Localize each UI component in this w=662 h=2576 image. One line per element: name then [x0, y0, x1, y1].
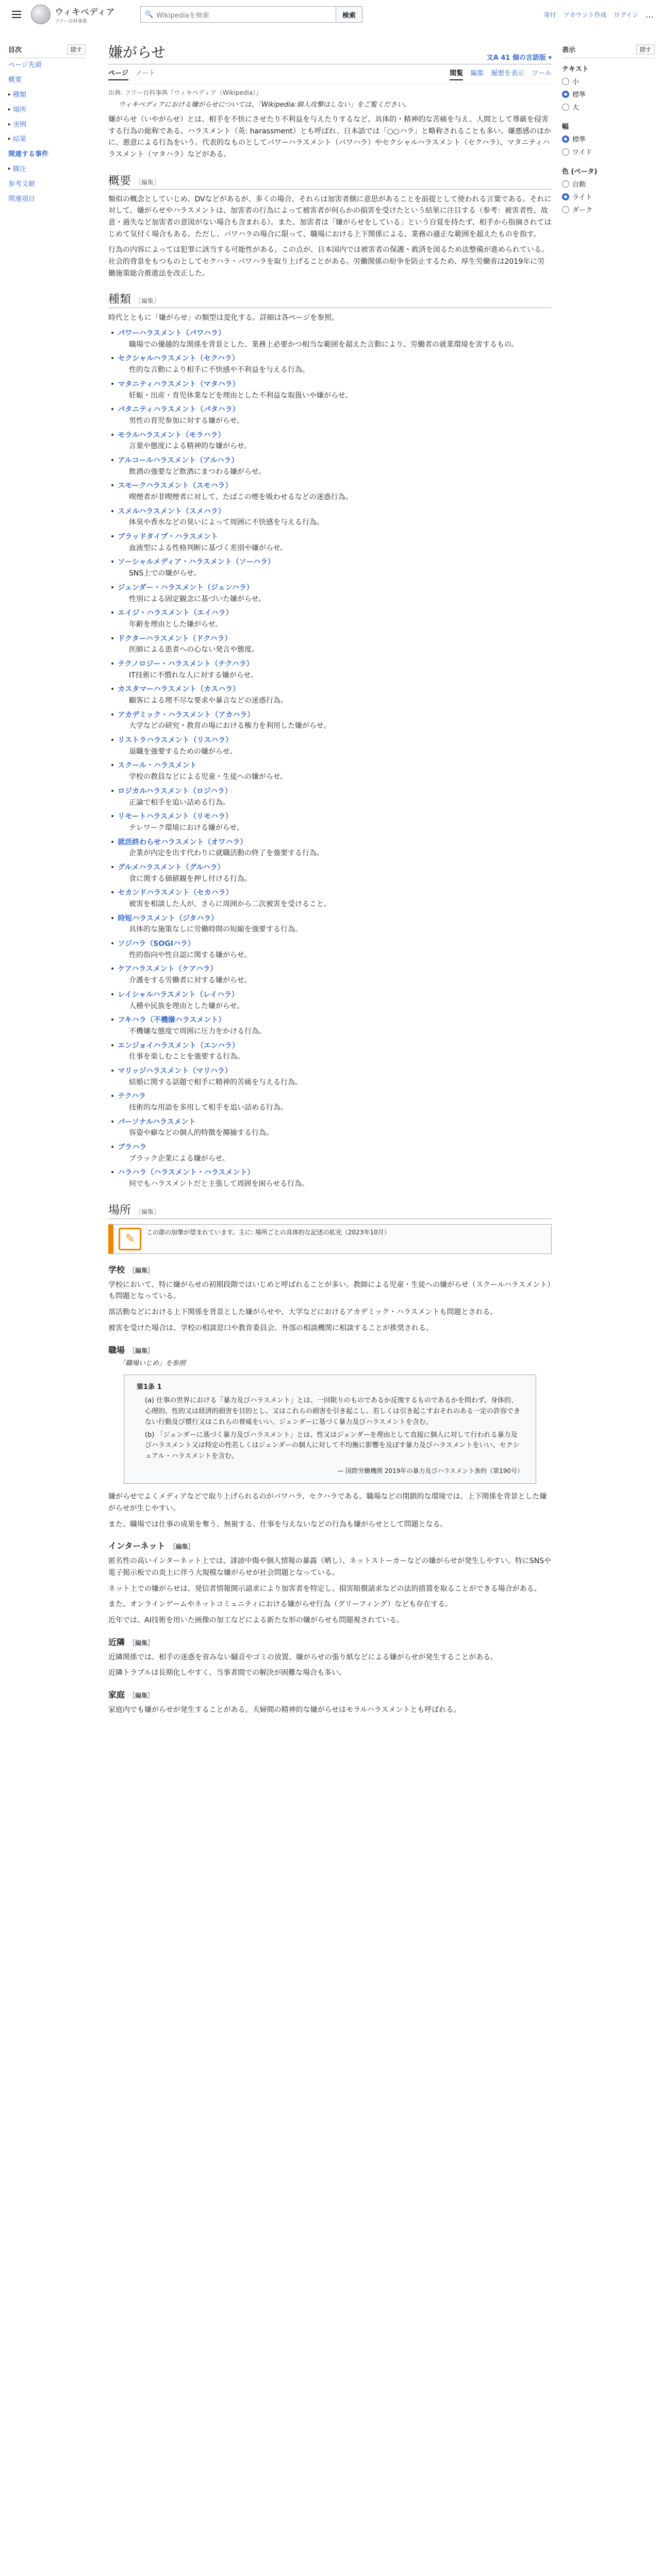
edit-link[interactable]: ［編集］ — [135, 1208, 160, 1215]
ilo-quote-box — [124, 1375, 536, 1484]
site-subtitle: フリー百科事典 — [55, 19, 87, 24]
type-definition: 大学などの研究・教育の場における権力を利用した嫌がらせ。 — [129, 722, 331, 731]
type-term-link[interactable]: ケアハラスメント（ケアハラ） — [118, 965, 218, 974]
internet-paragraph: また、オンラインゲームやネットコミュニティにおける嫌がらせ行為（グリーフィング）なども存在する。 — [108, 1600, 453, 1609]
type-term-link[interactable]: ブラッドタイプ・ハラスメント — [118, 533, 218, 541]
type-term-link[interactable]: アルコールハラスメント（アルハラ） — [118, 456, 239, 465]
school-paragraph: 被害を受けた場合は、学校の相談窓口や教育委員会、外部の相談機関に相談することが推奨される。 — [108, 1324, 433, 1332]
type-item — [118, 634, 552, 656]
appearance-group-label: テキスト — [562, 65, 589, 73]
type-term-link[interactable]: レイシャルハラスメント（レイハラ） — [118, 990, 239, 999]
toc-item[interactable] — [8, 88, 86, 103]
type-item — [118, 760, 552, 783]
type-item — [118, 1142, 552, 1164]
type-term-link[interactable]: エンジョイハラスメント（エンハラ） — [118, 1041, 239, 1050]
maintenance-text: この節の加筆が望まれています。主に: 場所ごとの具体的な記述の拡充（2023年10月） — [146, 1228, 390, 1236]
type-term-link[interactable]: フキハラ（不機嫌ハラスメント） — [118, 1016, 226, 1025]
page-title: 嫌がらせ — [108, 44, 166, 61]
type-item — [118, 557, 552, 579]
type-term-link[interactable]: ソーシャルメディア・ハラスメント（ソーハラ） — [118, 558, 275, 567]
subsection-heading-work: 職場 ［編集］ — [108, 1345, 154, 1355]
type-definition: 人種や民族を理由とした嫌がらせ。 — [129, 1002, 244, 1010]
type-definition: 性的指向や性自認に関する嫌がらせ。 — [129, 951, 252, 959]
site-header — [0, 0, 662, 29]
radio-label: 自動 — [572, 181, 586, 189]
type-definition: 企業が内定を出す代わりに就職活動の終了を強要する行為。 — [129, 849, 324, 858]
type-term-link[interactable]: パワーハラスメント（パワハラ） — [118, 329, 226, 338]
type-definition: 性別による固定観念に基づいた嫌がらせ。 — [129, 595, 266, 603]
wikipedia-globe-icon — [31, 5, 51, 24]
school-paragraph: 学校において、特に嫌がらせの初期段階ではいじめと呼ばれることが多い。教師による児童・生徒への嫌がらせ（スクールハラスメント）も問題となっている。 — [108, 1280, 551, 1301]
type-definition: 言葉や態度による精神的な嫌がらせ。 — [129, 442, 252, 451]
type-item — [118, 506, 552, 529]
section-heading-types: 種類 ［編集］ — [108, 291, 552, 308]
type-term-link[interactable]: セクシャルハラスメント（セクハラ） — [118, 354, 239, 363]
type-item — [118, 939, 552, 961]
type-definition: 退職を強要するための嫌がらせ。 — [129, 747, 237, 756]
search-input[interactable] — [140, 6, 336, 23]
type-item — [118, 684, 552, 706]
type-definition: 喫煙者が非喫煙者に対して、たばこの煙を吸わせるなどの迷惑行為。 — [129, 493, 353, 501]
toc-item[interactable] — [8, 192, 86, 207]
type-definition: 具体的な施策なしに労働時間の短縮を強要する行為。 — [129, 925, 302, 934]
toc-item[interactable] — [8, 162, 86, 177]
type-definition: IT技術に不慣れな人に対する嫌がらせ。 — [129, 671, 258, 680]
type-item — [118, 1066, 552, 1088]
search-form — [140, 6, 362, 23]
type-item — [118, 481, 552, 503]
radio-label: ワイド — [572, 149, 592, 157]
appearance-group — [562, 63, 655, 112]
type-term-link[interactable]: リモートハラスメント（リモハラ） — [118, 812, 233, 821]
login-link[interactable]: ログイン — [614, 11, 638, 19]
type-definition: 正論で相手を追い詰める行為。 — [129, 798, 230, 807]
toc-item-label: 脚注 — [13, 165, 27, 174]
appearance-radio[interactable] — [562, 205, 655, 214]
edit-link[interactable]: ［編集］ — [135, 297, 160, 305]
type-term-link[interactable]: スモークハラスメント（スモハラ） — [118, 482, 233, 490]
toc-item-label: 参考文献 — [8, 180, 36, 189]
neighbors-paragraph: 近隣トラブルは長期化しやすく、当事者間での解決が困難な場合も多い。 — [108, 1669, 346, 1677]
type-term-link[interactable]: 時短ハラスメント（ジタハラ） — [118, 914, 219, 923]
quote-heading: 第1条 1 — [137, 1383, 162, 1391]
type-term-link[interactable]: カスタマーハラスメント（カスハラ） — [118, 685, 240, 694]
tab-edit[interactable]: 編集 — [470, 70, 484, 77]
type-definition: 性的な言動により相手に不快感や不利益を与える行為。 — [129, 366, 309, 375]
toc-item[interactable] — [8, 147, 86, 162]
type-item — [118, 710, 552, 732]
toc-item-label: 実例 — [13, 121, 27, 129]
radio-icon[interactable] — [562, 206, 569, 213]
more-options-icon[interactable]: … — [646, 9, 654, 20]
appearance-group-label: 色 (ベータ) — [562, 168, 598, 176]
type-definition: 職場での優越的な関係を背景とした、業務上必要かつ相当な範囲を超えた言動により、労働者の就業環境を害するもの。 — [129, 340, 519, 349]
type-item — [118, 888, 552, 910]
section-heading-overview: 概要 ［編集］ — [108, 172, 552, 190]
type-term-link[interactable]: 就活終わらせハラスメント（オワハラ） — [118, 838, 247, 846]
neighbors-paragraph: 近隣関係では、相手の迷惑を省みない騒音やゴミの放置、嫌がらせの張り紙などによる嫌がらせが発生することがある。 — [108, 1653, 498, 1662]
type-definition: 顧客による理不尽な要求や暴言などの迷惑行為。 — [129, 697, 288, 705]
type-term-link[interactable]: ブラハラ — [118, 1143, 147, 1152]
type-item — [118, 1015, 552, 1037]
type-term-link[interactable]: グルメハラスメント（グルハラ） — [118, 863, 225, 872]
page-hatnote: ウィキペディアにおける嫌がらせについては、「Wikipedia:個人攻撃はしない」をご覧ください。 — [119, 101, 411, 109]
section-heading-places: 場所 ［編集］ — [108, 1201, 552, 1219]
appearance-panel — [562, 41, 655, 224]
appearance-radio[interactable] — [562, 192, 655, 201]
subsection-heading-home: 家庭 ［編集］ — [108, 1689, 154, 1700]
type-definition: ブラック企業による嫌がらせ。 — [129, 1154, 229, 1163]
tab-read[interactable]: 閲覧 — [450, 67, 463, 80]
work-hatnote: 「職場いじめ」を参照 — [119, 1359, 186, 1367]
toc-item-label: ページ先頭 — [8, 61, 42, 69]
toc-expand-icon[interactable]: ▸ — [8, 136, 11, 142]
type-item — [118, 455, 552, 478]
toc-expand-icon[interactable]: ▸ — [8, 91, 11, 97]
radio-label: ライト — [572, 194, 592, 201]
toc-item-label: 場所 — [13, 106, 27, 114]
type-term-link[interactable]: スメルハラスメント（スメハラ） — [118, 507, 225, 516]
language-button[interactable]: 文A 41 個の言語版 ▾ — [486, 54, 552, 62]
appearance-group — [562, 121, 655, 157]
type-term-link[interactable]: ドクターハラスメント（ドクハラ） — [118, 634, 232, 643]
toc-hide-button[interactable]: 隠す — [67, 44, 86, 55]
type-item — [118, 379, 552, 401]
type-term-link[interactable]: エイジ・ハラスメント（エイハラ） — [118, 609, 233, 618]
toc-item-label: 関連する事件 — [8, 150, 49, 159]
type-definition: 介護をする労働者に対する嫌がらせ。 — [129, 976, 252, 985]
toc-expand-icon[interactable]: ▸ — [8, 166, 11, 172]
page-tabs — [108, 67, 552, 84]
type-item — [118, 608, 552, 630]
appearance-radio[interactable] — [562, 134, 655, 144]
radio-icon[interactable] — [562, 78, 569, 85]
search-icon: 🔍 — [145, 10, 154, 19]
work-paragraph: また、職場では仕事の成果を奪う、無視する、仕事を与えないなどの行為も嫌がらせとして問題となる。 — [108, 1520, 448, 1529]
type-item — [118, 990, 552, 1012]
quote-item: (b) 「ジェンダーに基づく暴力及びハラスメント」とは、性又はジェンダーを理由として直接に個人に対して行われる暴力及びハラスメント又は特定の性若しくはジェンダーの個人に対して不均衡に影響を及ぼす暴力及びハラスメントをいい、セクシュアル・ハラスメントを含む。 — [145, 1431, 520, 1461]
radio-label: 標準 — [572, 91, 586, 99]
tab-page[interactable]: ページ — [108, 67, 128, 80]
radio-label: ダーク — [572, 207, 593, 214]
search-button[interactable]: 検索 — [336, 6, 362, 23]
internet-paragraph: 近年では、AI技術を用いた画像の加工などによる新たな形の嫌がらせも問題視されている。 — [108, 1616, 404, 1624]
types-list — [108, 328, 552, 1190]
donate-link[interactable]: 寄付 — [543, 11, 556, 19]
type-definition: 仕事を楽しむことを強要する行為。 — [129, 1053, 244, 1061]
radio-icon[interactable] — [562, 91, 569, 98]
site-title: ウィキペディア — [55, 7, 115, 18]
type-definition: テレワーク環境における嫌がらせ。 — [129, 823, 244, 832]
subsection-heading-neighbors: 近隣 ［編集］ — [108, 1637, 154, 1647]
appearance-radio[interactable] — [562, 179, 655, 189]
type-item — [118, 735, 552, 757]
type-term-link[interactable]: パタニティハラスメント（パタハラ） — [118, 405, 240, 414]
type-item — [118, 583, 552, 605]
site-logo[interactable] — [31, 5, 119, 24]
type-term-link[interactable]: マタニティハラスメント（マタハラ） — [118, 380, 240, 388]
user-links — [544, 10, 654, 20]
edit-link[interactable]: ［編集］ — [129, 1347, 154, 1354]
type-item — [118, 913, 552, 936]
type-definition: 男性の育児参加に対する嫌がらせ。 — [129, 416, 244, 425]
type-item — [118, 964, 552, 986]
edit-link[interactable]: ［編集］ — [135, 178, 160, 186]
toc-item[interactable] — [8, 73, 86, 88]
appearance-title: 表示 — [562, 46, 576, 54]
radio-icon[interactable] — [562, 193, 569, 200]
type-definition: 結婚に関する話題で相手に精神的苦痛を与える行為。 — [129, 1078, 302, 1087]
home-paragraph: 家庭内でも嫌がらせが発生することがある。夫婦間の精神的な嫌がらせはモラルハラスメントとも呼ばれる。 — [108, 1705, 461, 1714]
type-term-link[interactable]: テクハラ — [118, 1092, 146, 1101]
radio-icon[interactable] — [562, 148, 569, 156]
type-item — [118, 837, 552, 859]
type-definition: 学校の教員などによる児童・生徒への嫌がらせ。 — [129, 773, 288, 782]
type-term-link[interactable]: セカンドハラスメント（セカハラ） — [118, 889, 233, 897]
type-term-link[interactable]: ジェンダー・ハラスメント（ジェンハラ） — [118, 583, 254, 592]
quote-source: — 国際労働機関 2019年の暴力及びハラスメント条約（第190号） — [337, 1467, 523, 1475]
type-definition: 医師による患者への心ない発言や態度。 — [129, 646, 259, 654]
type-definition: 食に関する価値観を押し付ける行為。 — [129, 874, 252, 883]
internet-paragraph: 匿名性の高いインターネット上では、誹謗中傷や個人情報の暴露（晒し）、ネットストーカーなどの嫌がらせが発生しやすい。特にSNSや電子掲示板での炎上に伴う大規模な嫌がらせが社会問題となっている。 — [108, 1557, 552, 1577]
radio-label: 標準 — [572, 136, 586, 144]
page-source: 出典: フリー百科事典『ウィキペディア（Wikipedia）』 — [108, 89, 262, 96]
type-definition: 不機嫌な態度で周囲に圧力をかける行為。 — [129, 1027, 266, 1036]
tab-talk[interactable]: ノート — [135, 70, 156, 77]
type-term-link[interactable]: ロジカルハラスメント（ロジハラ） — [118, 787, 232, 795]
toc-expand-icon[interactable]: ▸ — [8, 106, 11, 112]
table-of-contents — [8, 41, 86, 207]
radio-label: 大 — [572, 104, 580, 112]
type-definition: 体臭や香水などの臭いによって周囲に不快感を与える行為。 — [129, 518, 324, 527]
edit-link[interactable]: ［編集］ — [129, 1266, 154, 1274]
type-term-link[interactable]: ソジハラ（SOGIハラ） — [118, 940, 195, 948]
type-item — [118, 862, 552, 885]
type-term-link[interactable]: アカデミック・ハラスメント（アカハラ） — [118, 710, 255, 719]
toc-item[interactable] — [8, 132, 86, 147]
toc-item-label: 結果 — [13, 135, 27, 144]
type-item — [118, 1041, 552, 1063]
search-placeholder: Wikipediaを検索 — [156, 11, 209, 20]
main-menu-icon[interactable] — [8, 6, 25, 23]
create-account-link[interactable]: アカウント作成 — [563, 11, 607, 19]
tab-history[interactable]: 履歴を表示 — [491, 70, 525, 77]
subsection-heading-internet: インターネット ［編集］ — [108, 1541, 194, 1551]
appearance-group — [562, 166, 655, 214]
type-item — [118, 353, 552, 376]
type-term-link[interactable]: マリッジハラスメント（マリハラ） — [118, 1066, 232, 1075]
main-content — [108, 41, 552, 1720]
type-term-link[interactable]: テクノロジー・ハラスメント（テクハラ） — [118, 659, 254, 668]
appearance-hide-button[interactable]: 隠す — [636, 44, 655, 55]
toc-item[interactable] — [8, 177, 86, 192]
internet-paragraph: ネット上での嫌がらせは、発信者情報開示請求により加害者を特定し、損害賠償請求などの法的措置を取ることができる場合がある。 — [108, 1584, 541, 1593]
toc-expand-icon[interactable]: ▸ — [8, 121, 11, 127]
type-item — [118, 811, 552, 834]
type-item — [118, 659, 552, 681]
type-item — [118, 532, 552, 554]
type-definition: 何でもハラスメントだと主張して周囲を困らせる行為。 — [129, 1180, 309, 1189]
type-definition: 血液型による性格判断に基づく差別や嫌がらせ。 — [129, 544, 288, 552]
appearance-radio[interactable] — [562, 76, 655, 86]
appearance-radio[interactable] — [562, 89, 655, 99]
type-term-link[interactable]: スクール・ハラスメント — [118, 761, 197, 770]
toc-item[interactable] — [8, 58, 86, 73]
appearance-radio[interactable] — [562, 102, 655, 112]
tab-tools[interactable]: ツール — [532, 70, 552, 77]
edit-link[interactable]: ［編集］ — [129, 1639, 154, 1647]
toc-item-label: 関連項目 — [8, 195, 36, 204]
toc-item-label: 種類 — [13, 91, 27, 99]
overview-paragraph: 類似の概念としていじめ、DVなどがあるが、多くの場合、それらは加害者側に意思があることを前提として使われる言葉である。それに対して、嫌がらせやハラスメントは、加害者の行為によって被害者が何らかの損害を受けたという結果に注目する（参考：被害者性、故意・過失など加害者の意図がない場合も含まれる）。また、加害者は「嫌がらせをしている」という自覚を持たず、相手から指摘されてはじめて気付く場合もある。ただし、パワハラの場合に限って、職場における上下関係による、業務の適正な範囲を超えたものを指す。 — [108, 195, 552, 239]
type-definition: 技術的な用語を多用して相手を追い詰める行為。 — [129, 1104, 288, 1112]
type-item — [118, 1091, 552, 1113]
type-item — [118, 786, 552, 808]
type-term-link[interactable]: リストラハラスメント（リスハラ） — [118, 736, 233, 745]
type-definition: 年齢を理由とした嫌がらせ。 — [129, 620, 223, 629]
type-term-link[interactable]: ハラハラ（ハラスメント・ハラスメント） — [118, 1168, 255, 1177]
type-item — [118, 1167, 552, 1190]
edit-link[interactable]: ［編集］ — [129, 1691, 154, 1699]
school-paragraph: 部活動などにおける上下関係を背景とした嫌がらせや、大学などにおけるアカデミック・ハラスメントも問題とされる。 — [108, 1308, 498, 1317]
type-definition: 飲酒の強要など飲酒にまつわる嫌がらせ。 — [129, 467, 266, 476]
radio-label: 小 — [572, 78, 580, 86]
subsection-heading-school: 学校 ［編集］ — [108, 1264, 154, 1275]
type-item — [118, 1117, 552, 1139]
type-definition: SNS上での嫌がらせ。 — [129, 569, 201, 578]
maintenance-notice — [108, 1224, 552, 1254]
type-definition: 被害を相談した人が、さらに周囲から二次被害を受けること。 — [129, 900, 331, 908]
type-term-link[interactable]: パーソナルハラスメント — [118, 1117, 196, 1126]
type-item — [118, 430, 552, 452]
radio-icon[interactable] — [562, 180, 569, 188]
toc-item-label: 概要 — [8, 76, 22, 84]
work-paragraph: 嫌がらせでよくメディアなどで取り上げられるのがパワハラ、セクハラである。職場などの閉鎖的な環境では、上下関係を背景とした嫌がらせが生じやすい。 — [108, 1493, 547, 1513]
type-definition: 妊娠・出産・育児休業などを理由とした不利益な取扱いや嫌がらせ。 — [129, 391, 353, 400]
toc-item[interactable] — [8, 118, 86, 133]
types-intro: 時代とともに「嫌がらせ」の類型は変化する。詳細は各ページを参照。 — [108, 314, 339, 323]
quote-item: (a) 仕事の世界における「暴力及びハラスメント」とは、一回限りのものであるか反復するものであるかを問わず、身体的、心理的、性的又は経済的損害を目的とし、又はこれらの損害を引き起こし、若しくは引き起こすおそれのある一定の許容できない行動及び慣行又はこれらの脅威をいい、ジェンダーに基づく暴力及びハラスメントを含む。 — [145, 1397, 521, 1426]
overview-paragraph: 行為の内容によっては犯罪に該当する可能性がある。この点が、日本国内では被害者の保護・救済を図るため法整備が進められている。社会的背景をもつものとしてセクハラ・パワハラを取り上げることがある。労働関係の紛争を防止するため、厚生労働省は2019年に労働施策総合推進法を改正した。 — [108, 246, 549, 278]
warning-icon: ✎ — [119, 1228, 141, 1250]
type-item — [118, 328, 552, 350]
appearance-group-label: 幅 — [562, 123, 569, 131]
radio-icon[interactable] — [562, 104, 569, 111]
radio-icon[interactable] — [562, 135, 569, 143]
type-term-link[interactable]: モラルハラスメント（モラハラ） — [118, 431, 225, 439]
intro-paragraph: 嫌がらせ（いやがらせ）とは、相手を不快にさせたり不利益を与えたりするなど、具体的・精神的な苦痛を与え、人間として尊厳を侵害する行為の総称である。ハラスメント（英: harassment）とも呼ばれ、日本語では「○○ハラ」と略称されることも多い。嫌悪感のほかに、悪意による行為をいう。代表的なものとしてパワーハラスメント（パワハラ）やセクシャルハラスメント（セクハラ）、マタニティハラスメント（マタハラ）などがある。 — [108, 115, 552, 159]
edit-link[interactable]: ［編集］ — [169, 1543, 194, 1551]
toc-title: 目次 — [8, 46, 22, 54]
type-item — [118, 404, 552, 427]
appearance-radio[interactable] — [562, 147, 655, 157]
toc-item[interactable] — [8, 103, 86, 118]
type-definition: 容姿や癖などの個人的特徴を揶揄する行為。 — [129, 1129, 273, 1138]
